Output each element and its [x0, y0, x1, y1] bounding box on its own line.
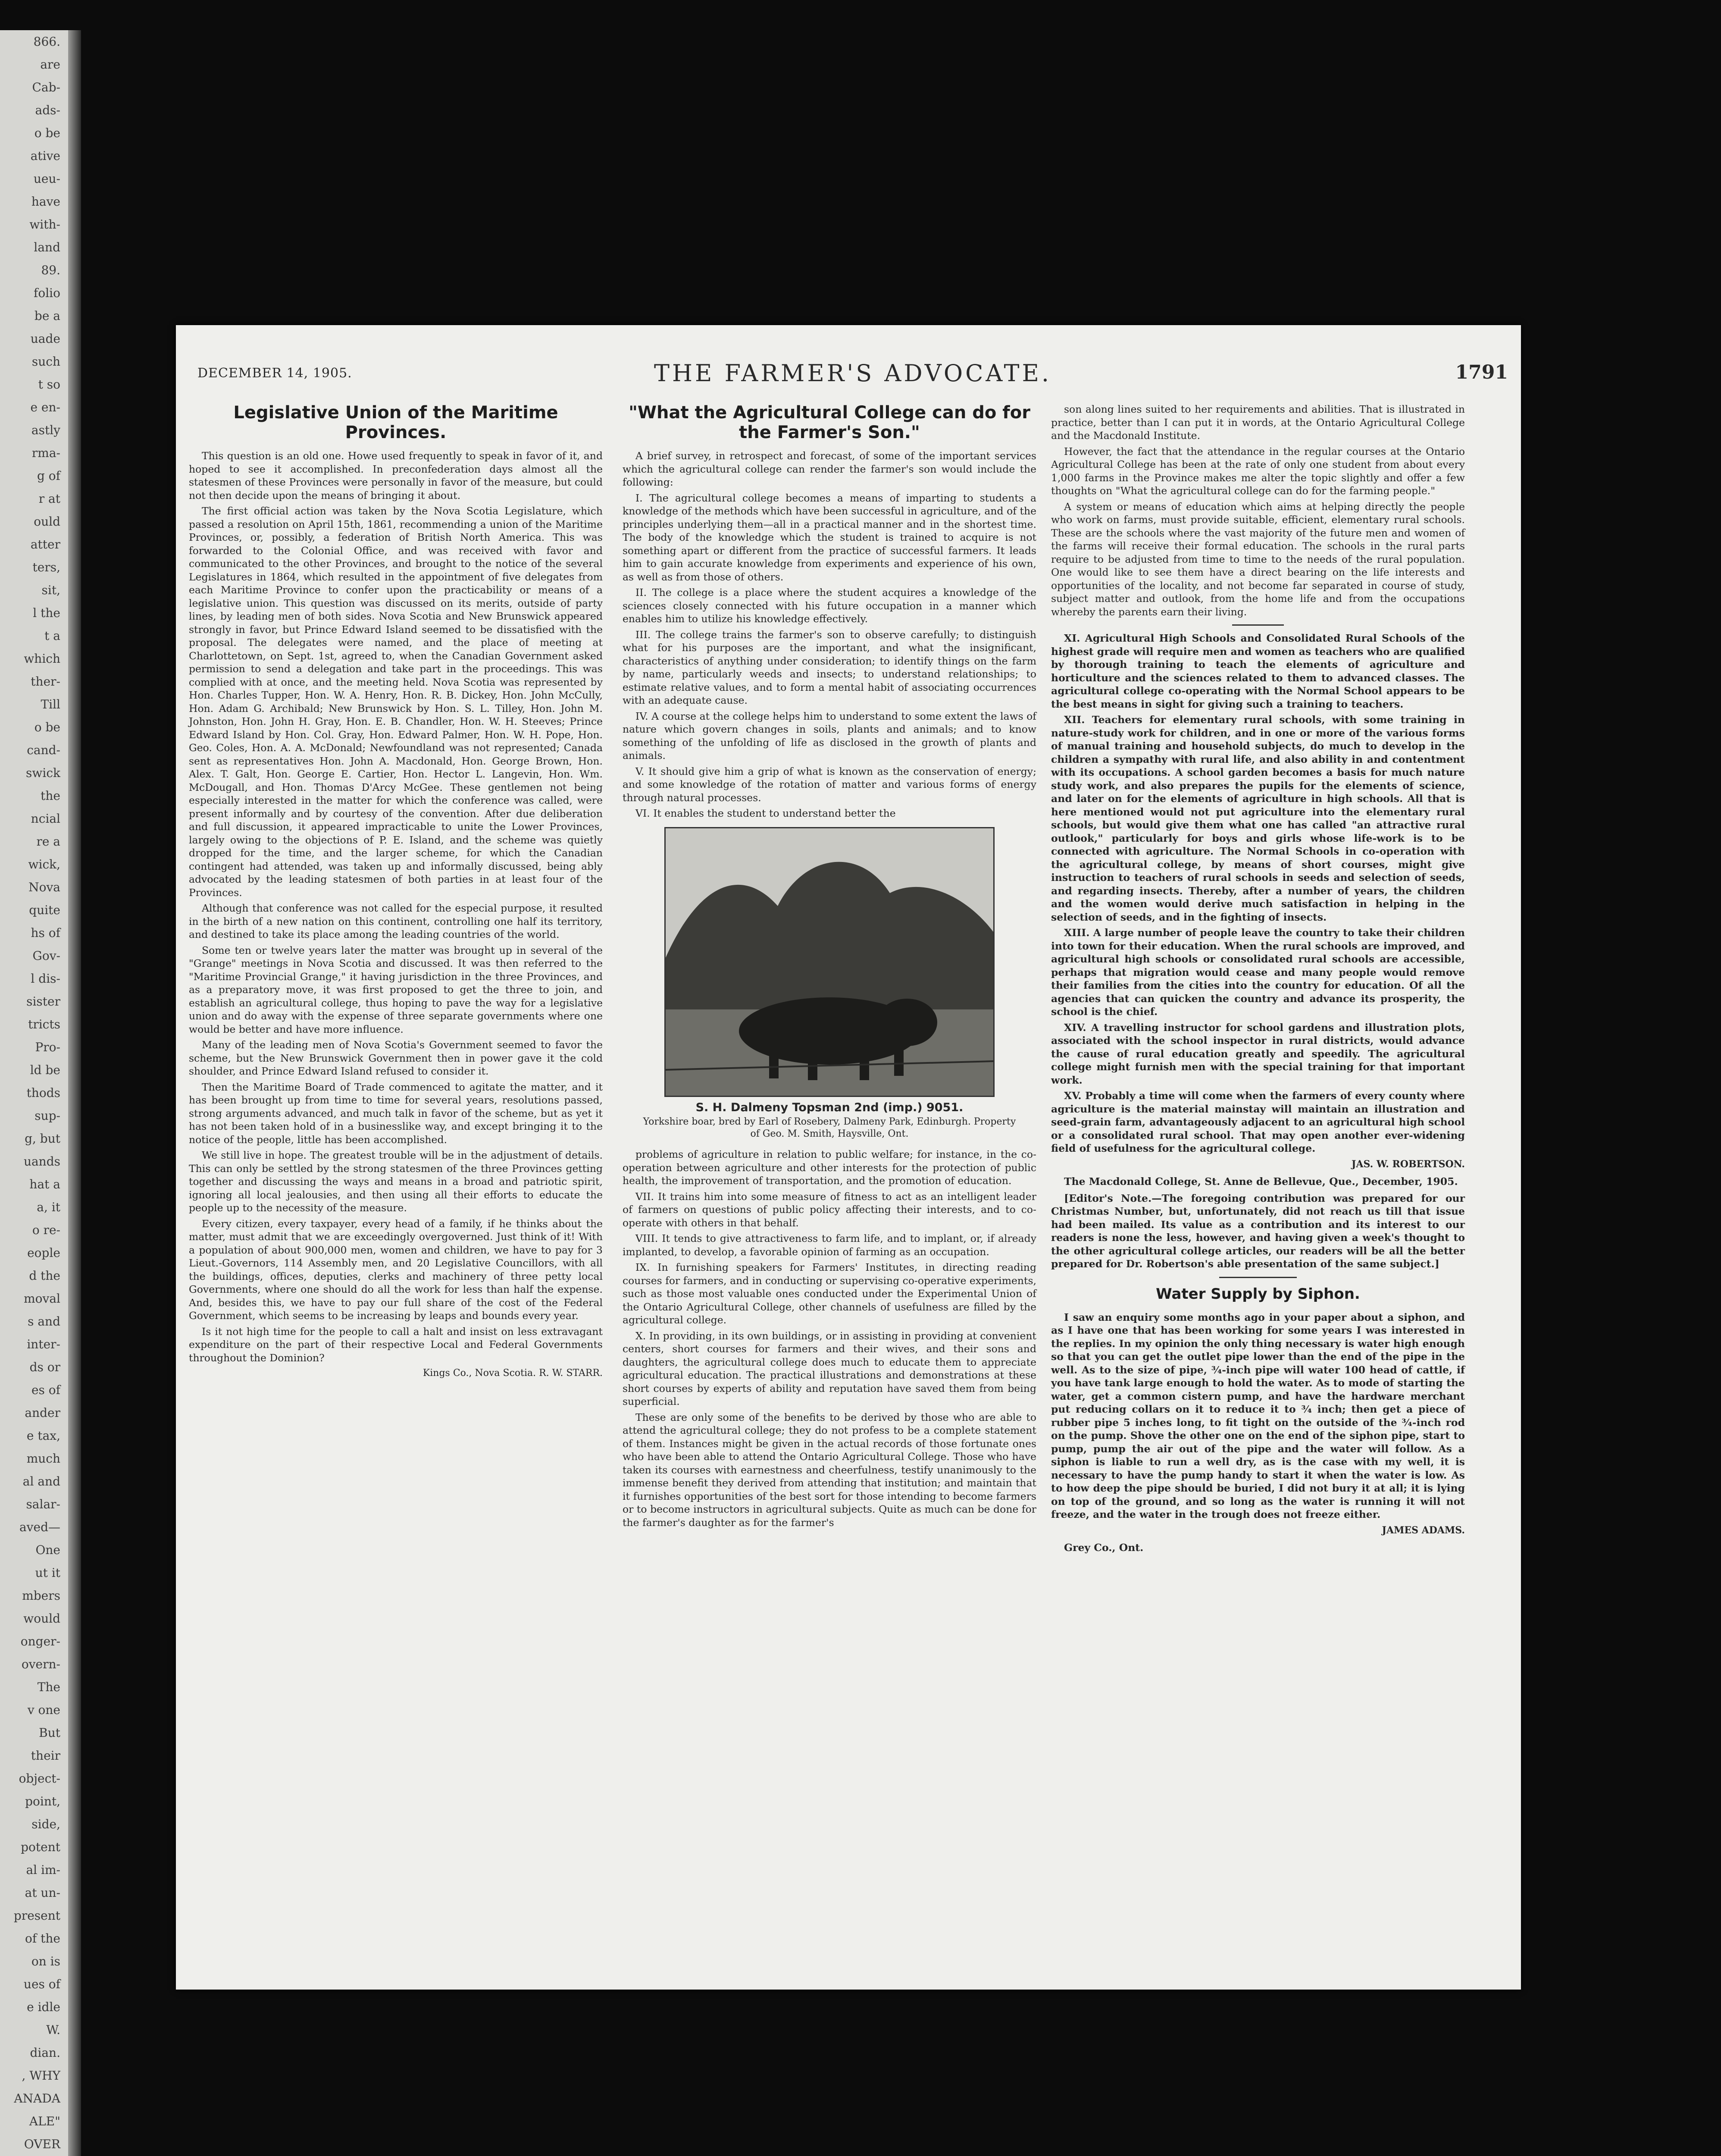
facing-page-line: v one — [27, 1703, 60, 1717]
facing-page-line: salar- — [26, 1497, 60, 1511]
facing-page-line: Cab- — [32, 80, 60, 94]
facing-page-line: rma- — [31, 446, 60, 460]
facing-page-line: such — [31, 354, 60, 369]
paragraph: VIII. It tends to give attractiveness to farm life, and to implant, or, if already implanted, to develop, a favorable opinion of farming as an occupation. — [623, 1232, 1036, 1258]
facing-page-line: much — [26, 1451, 60, 1466]
paragraph: IV. A course at the college helps him to understand to some extent the laws of nature which govern changes in soils, plants and animals; and to know something of the unfolding of life as disclosed in the growth of plants and animals. — [623, 710, 1036, 761]
facing-page-line: Till — [41, 697, 60, 711]
paragraph: VI. It enables the student to understand better the — [635, 807, 896, 819]
facing-page-line: at un- — [25, 1886, 60, 1900]
paragraph: XIV. A travelling instructor for school gardens and illustration plots, associated with the school inspector in rural districts, would advance the cause of rural education greatly and speedily. The agricultural college might furnish men with the special training for that important work. — [1051, 1021, 1465, 1086]
facing-page-line: al and — [22, 1474, 60, 1489]
facing-page-line: ANADA — [14, 2091, 60, 2106]
facing-page-line: moval — [24, 1291, 60, 1306]
facing-page-line: Gov- — [32, 949, 60, 963]
facing-page-line: atter — [30, 537, 60, 552]
facing-page-line: ative — [30, 149, 60, 163]
facing-page-line: t a — [44, 629, 60, 643]
facing-page-line: be a — [34, 309, 60, 323]
facing-page-line: folio — [34, 286, 60, 300]
facing-page-line: o re- — [32, 1223, 60, 1237]
article-headline-college: "What the Agricultural College can do for the Farmer's Son." — [629, 403, 1030, 442]
facing-page-line: tricts — [28, 1017, 60, 1031]
facing-page-line: a, it — [37, 1200, 60, 1214]
paragraph: IX. In furnishing speakers for Farmers' Institutes, in directing reading courses for farmers, and in conducting or supervising co-operative experiments, such as those most valuable ones conducted under the Experimental Union of the Ontario Agricultural College, other channels of usefulness are filled by the agricultural college. — [623, 1261, 1036, 1326]
facing-page-line: g, but — [25, 1131, 60, 1146]
facing-page-line: e idle — [27, 2000, 60, 2014]
paragraph: VII. It trains him into some measure of fitness to act as an intelligent leader of farmers on questions of public policy affecting their interests, and to co-operate with others in that behalf. — [623, 1190, 1036, 1229]
facing-page-line: dian. — [30, 2046, 60, 2060]
paragraph: V. It should give him a grip of what is known as the conservation of energy; and some knowledge of the rotation of matter and various forms of energy through natural processes. — [623, 765, 1036, 804]
facing-page-line: onger- — [20, 1634, 60, 1648]
column-2 — [623, 403, 1036, 1532]
facing-page-line: on is — [31, 1954, 60, 1968]
boar-photograph — [664, 827, 995, 1097]
facing-page-line: sup- — [34, 1109, 60, 1123]
facing-page-line: which — [24, 652, 60, 666]
facing-page-line: Pro- — [35, 1040, 60, 1054]
facing-page-line: uade — [30, 332, 60, 346]
article-headline-union: Legislative Union of the Maritime Provinces. — [233, 403, 558, 442]
paragraph: X. In providing, in its own buildings, or in assisting in providing at convenient centers, short courses for farmers and their wives, and their sons and daughters, the agricultural college does much to educate them to appreciate agricultural education. The practical illustrations and demonstrations at these short courses by experts of ability and reputation have saved them from being superficial. — [623, 1329, 1036, 1407]
facing-page-line: d the — [29, 1269, 60, 1283]
article-body-college-continued — [623, 1148, 1036, 1529]
page-number: 1791 — [1455, 361, 1508, 383]
facing-page-line: ould — [34, 514, 60, 529]
facing-page-line: wick, — [28, 857, 60, 871]
facing-page-line: ut it — [35, 1566, 60, 1580]
paragraph: problems of agriculture in relation to public welfare; for instance, in the co-operation between agriculture and other interests for the protection of public health, the improvement of transportation, and the promotion of education. — [623, 1148, 1036, 1187]
paragraph: Some ten or twelve years later the matter was brought up in several of the "Grange" meetings in Nova Scotia and discussed. It was then referred to the "Maritime Provincial Grange," it having jurisdiction in the three Provinces, and as a preparatory move, it was first proposed to get the three to join, and establish an agricultural college, thus hoping to pave the way for a legislative union and do away with the expense of three separate governments where one would be better and have more influence. — [189, 944, 603, 1035]
facing-page-line: ld be — [30, 1063, 60, 1077]
editor-note: [Editor's Note.—The foregoing contribution was prepared for our Christmas Number, but, unfortunately, did not reach us till that issue had been mailed. Its value as a contribution and its interest to our readers is none the less, however, and having given a week's thought to the other agricultural college articles, our readers will be all the better prepared for Dr. Robertson's able presentation of the same subject.] — [1051, 1192, 1465, 1270]
article-signature-starr: Kings Co., Nova Scotia. R. W. STARR. — [422, 1368, 603, 1379]
facing-page-line: of the — [25, 1931, 60, 1946]
paragraph: Every citizen, every taxpayer, every head of a family, if he thinks about the matter, must admit that we are exceedingly overgoverned. Just think of it! With a population of about 900,000 men, women and children, we have to pay for 3 Lieut.-Governors, 114 Assembly men, and 20 Legislative Councillors, with all the buildings, offices, deputies, clerks and machinery of three petty local Governments, where one should do all the work for less than half the expense. And, besides this, we have to pay our full share of the cost of the Federal Government, which seems to be increasing by leaps and bounds every year. — [189, 1217, 603, 1322]
facing-page-line: sit, — [41, 583, 60, 597]
article-place-siphon: Grey Co., Ont. — [1064, 1542, 1144, 1554]
facing-page-line: present — [13, 1908, 60, 1923]
facing-page-line: ncial — [31, 812, 60, 826]
facing-page-line: Nova — [28, 880, 60, 894]
paragraph: XI. Agricultural High Schools and Consolidated Rural Schools of the highest grade will require men and women as teachers who are qualified by thorough training to teach the elements of agriculture and horticulture and the sciences related to them to advanced classes. The agricultural college co-operating with the Normal School appears to be the best means in sight for giving such a training to teachers. — [1051, 632, 1465, 710]
facing-page-line: ues of — [23, 1977, 60, 1991]
publication-title: THE FARMER'S ADVOCATE. — [654, 360, 1052, 387]
facing-page-line: o be — [34, 720, 60, 734]
facing-page-line: 866. — [33, 34, 60, 49]
facing-page-line: have — [31, 194, 60, 209]
article-body-union — [189, 449, 603, 1364]
facing-page-line: ters, — [32, 560, 60, 574]
photo-caption-title: S. H. Dalmeny Topsman 2nd (imp.) 9051. — [695, 1100, 964, 1114]
facing-page-line: ads- — [35, 103, 60, 117]
paragraph: XIII. A large number of people leave the country to take their children into town for their education. When the rural schools are improved, and agricultural high schools or consolidated rural schools are accessible, perhaps that migration would cease and many people would remove their families from the cities into the country for education. Of all the agencies that can quicken the country and advance its prosperity, the school is the chief. — [1051, 927, 1465, 1018]
facing-page-line: re a — [36, 834, 60, 849]
paragraph: II. The college is a place where the student acquires a knowledge of the sciences closely connected with his future occupation in a manner which enables him to utilize his knowledge effectively. — [623, 586, 1036, 625]
facing-page-line: e en- — [30, 400, 60, 414]
facing-page-line: W. — [46, 2023, 60, 2037]
paragraph: A brief survey, in retrospect and forecast, of some of the important services which the agricultural college can render the farmer's son would include the following: — [623, 450, 1036, 488]
section-divider — [1232, 624, 1284, 626]
page-gutter — [68, 30, 81, 2156]
facing-page-line: side, — [31, 1817, 60, 1831]
facing-page-line: are — [40, 57, 60, 72]
facing-page-line: es of — [31, 1383, 60, 1397]
facing-page-line: t so — [38, 377, 60, 392]
facing-page-line: thods — [26, 1086, 60, 1100]
facing-page-line: The — [37, 1680, 60, 1694]
facing-page-line: 89. — [41, 263, 60, 277]
facing-page-line: But — [39, 1726, 60, 1740]
paragraph: son along lines suited to her requirements and abilities. That is illustrated in practice, better than I can put it in words, at the Ontario Agricultural College and the Macdonald Institute. — [1051, 403, 1465, 442]
facing-page-line: o be — [34, 126, 60, 140]
paragraph: These are only some of the benefits to be derived by those who are able to attend the agricultural college; they do not profess to be a complete statement of them. Instances might be given in the actual records of those fortunate ones who have been able to attend the Ontario Agricultural College. Those who have taken its courses with earnestness and cheerfulness, testify unanimously to the immense benefit they derived from attending that institution; and maintain that it furnishes opportunities of the best sort for those intending to become farmers or to become instructors in agricultural subjects. Quite as much can be done for the farmer's daughter as for the farmer's — [623, 1411, 1036, 1529]
paragraph: III. The college trains the farmer's son to observe carefully; to distinguish what for his purposes are the important, and what the insignificant, characteristics of anything under consideration; to identify things on the farm by name, particularly weeds and insects; to understand relationships; to estimate relative values, and to form a mental habit of associating occurrences with an adequate cause. — [623, 628, 1036, 706]
facing-page-line: hs of — [31, 926, 60, 940]
facing-page-line: cand- — [27, 743, 60, 757]
facing-page-line: ueu- — [33, 172, 60, 186]
paragraph: However, the fact that the attendance in the regular courses at the Ontario Agricultural College has been at the rate of only one student from about every 1,000 farms in the Province makes me alter the topic slightly and offer a few thoughts on "What the agricultural college can do for the farming people." — [1051, 445, 1465, 497]
paragraph: XV. Probably a time will come when the farmers of every county where agriculture is the material mainstay will maintain an illustration and seed-grain farm, advantageously adjacent to an agricultural high school or a consolidated rural school. That may open another ever-widening field of usefulness for the agricultural college. — [1051, 1090, 1465, 1154]
paragraph: Then the Maritime Board of Trade commenced to agitate the matter, and it has been brought up from time to time for several years, resolutions passed, strong arguments advanced, and much talk in favor of the scheme, but as yet it has not been taken hold of in a businesslike way, and except bringing it to the notice of the people, little has been accomplished. — [189, 1081, 603, 1146]
paragraph: Although that conference was not called for the especial purpose, it resulted in the birth of a new nation on this continent, controlling one half its territory, and destined to take its place among the leading countries of the world. — [189, 902, 603, 940]
column-3 — [1051, 403, 1465, 1554]
facing-page-line: hat a — [29, 1177, 60, 1191]
facing-page-line: r at — [38, 492, 60, 506]
article-signature-adams: JAMES ADAMS. — [1382, 1524, 1465, 1536]
facing-page-line: sister — [26, 994, 60, 1009]
facing-page-line: ander — [25, 1406, 60, 1420]
paragraph: XII. Teachers for elementary rural schools, with some training in nature-study work for children, and in one or more of the various forms of manual training and household subjects, do much to develop in the children a sympathy with rural life, and also ability in and contentment with its occupations. A school garden becomes a basis for much nature study work, and also prepares the pupils for the elements of science, and later on for the elements of agriculture in high schools. All that is here mentioned would not put agriculture into the elementary rural schools, but would give them what one has called "an attractive rural outlook," particularly for boys and girls whose life-work is to be connected with agriculture. The Normal Schools in co-operation with the agricultural college, by means of short courses, might give instruction to teachers of rural schools in seeds and selection of seeds, and regarding insects. Thereby, after a number of years, the children and the women would derive much satisfaction in helping in the selection of seeds, and in the fighting of insects. — [1051, 714, 1465, 923]
paragraph: This question is an old one. Howe used frequently to speak in favor of it, and hoped to see it accomplished. In preconfederation days almost all the statesmen of these Provinces were personally in favor of the measure, but could not then decide upon the means of bringing it about. — [189, 450, 603, 501]
facing-page-line: the — [41, 789, 60, 803]
article-body-college-col3 — [1051, 403, 1465, 618]
facing-page-line: , WHY — [22, 2068, 60, 2083]
facing-page-line: inter- — [27, 1337, 60, 1351]
paragraph: I. The agricultural college becomes a means of imparting to students a knowledge of the methods which have been successful in agriculture, and of the principles underlying them—all in a practical manner and in the shortest time. The body of the knowledge which the student is trained to acquire is not something apart or different from the practice of successful farmers. It leads him to gain accurate knowledge from experiments and experience of his own, as well as from those of others. — [623, 492, 1036, 583]
facing-page-line: uands — [23, 1154, 60, 1169]
facing-page-line: land — [34, 240, 60, 254]
article-signature-robertson: JAS. W. ROBERTSON. — [1352, 1158, 1465, 1170]
facing-page-line: OVER — [24, 2137, 60, 2151]
facing-page-line: al im- — [26, 1863, 60, 1877]
facing-page-line: astly — [31, 423, 60, 437]
facing-page-line: mbers — [22, 1589, 60, 1603]
facing-page-line: potent — [21, 1840, 60, 1854]
facing-page-sliver — [0, 30, 68, 2156]
facing-page-line: ther- — [31, 674, 60, 689]
facing-page-line: point, — [25, 1794, 60, 1808]
newspaper-page — [176, 325, 1521, 1990]
paragraph: Is it not high time for the people to call a halt and insist on less extravagant expenditure on the part of their respective Local and Federal Governments throughout the Dominion? — [189, 1325, 603, 1364]
facing-page-line: s and — [28, 1314, 60, 1329]
facing-page-line: overn- — [21, 1657, 60, 1671]
facing-page-line: swick — [26, 766, 60, 780]
facing-page-line: quite — [29, 903, 60, 917]
article-body-college-numbered — [1051, 632, 1465, 1155]
facing-page-line: ds or — [29, 1360, 60, 1374]
masthead — [197, 360, 1508, 390]
facing-page-line: g of — [37, 469, 60, 483]
facing-page-line: aved— — [19, 1520, 60, 1534]
facing-page-line: their — [31, 1749, 60, 1763]
paragraph: A system or means of education which aims at helping directly the people who work on farms, must provide suitable, efficient, elementary rural schools. These are the schools where the vast majority of the future men and women of the farms will receive their formal education. The schools in the rural parts require to be adjusted from time to time to the needs of the rural population. One would like to see them have a direct bearing on the life interests and opportunities of the locality, and not become far separated in course of study, subject matter and outlook, from the home life and from the occupations whereby the parents earn their living. — [1051, 500, 1465, 618]
facing-page-line: object- — [19, 1771, 60, 1786]
photo-caption: Yorkshire boar, bred by Earl of Rosebery, Dalmeny Park, Edinburgh. Property of Geo. M. Smith, Haysville, Ont. — [643, 1116, 1016, 1139]
paragraph: We still live in hope. The greatest trouble will be in the adjustment of details. This can only be settled by the strong statesmen of the three Provinces getting together and discussing the ways and means in a broad and patriotic spirit, ignoring all local jealousies, and then using all their efforts to educate the people up to the necessity of the measure. — [189, 1149, 603, 1214]
article-body-siphon: I saw an enquiry some months ago in your paper about a siphon, and as I have one that has been working for some years I was interested in the replies. In my opinion the only thing necessary is water high enough so that you can get the outlet pipe lower than the end of the pipe in the well. As to the size of pipe, ¾-inch pipe will water 100 head of cattle, if you have tank large enough to hold the water. As to mode of starting the water, get a common cistern pump, and have the hardware merchant put reducing collars on it to reduce it to ¾ inch; then get a piece of rubber pipe 5 inches long, to fit tight on the outside of the ¾-inch rod on the pump. Shove the other one on the end of the siphon pipe, start to pump, pump the air out of the pipe and the water will follow. As a siphon is liable to run a well dry, as is the case with my well, it is necessary to have the pump handy to start it when the water is low. As to how deep the pipe should be buried, I did not bury it at all; it is lying on top of the ground, and so long as the water is running it will not freeze, and the water in the trough does not freeze either. — [1051, 1311, 1465, 1520]
facing-page-line: One — [35, 1543, 60, 1557]
issue-date: DECEMBER 14, 1905. — [197, 366, 352, 381]
facing-page-line: would — [23, 1611, 60, 1626]
paragraph: Many of the leading men of Nova Scotia's Government seemed to favor the scheme, but the New Brunswick Government then in power gave it the cold shoulder, and Prince Edward Island refused to consider it. — [189, 1039, 603, 1077]
article-place-date: The Macdonald College, St. Anne de Bellevue, Que., December, 1905. — [1064, 1175, 1458, 1188]
facing-page-line: l dis- — [31, 971, 60, 986]
column-1 — [189, 403, 603, 1385]
facing-page-line: with- — [29, 217, 60, 232]
facing-page-line: eople — [27, 1246, 60, 1260]
facing-page-line: ALE" — [29, 2114, 60, 2128]
facing-page-line: e tax, — [26, 1429, 60, 1443]
facing-page-line: l the — [33, 606, 60, 620]
paragraph: The first official action was taken by the Nova Scotia Legislature, which passed a resolution on April 15th, 1861, recommending a union of the Maritime Provinces, or, possibly, a federation of British North America. This was forwarded to the Colonial Office, and was received with favor and communicated to the other Provinces, and brought to the notice of the several Legislatures in 1864, which resulted in the appointment of five delegates from each Maritime Province to confer upon the practicability or means of a legislative union. This question was discussed on its merits, outside of party lines, by leading men of both sides. Nova Scotia and New Brunswick appeared strongly in favor, but Prince Edward Island seemed to be dissatisfied with the proposal. The delegates were named, and the place of meeting at Charlottetown, on Sept. 1st, agreed to, when the Canadian Government asked permission to send a delegation and take part in the proceedings. This was complied with at once, and the meeting held. Nova Scotia was represented by Hon. Charles Tupper, Hon. W. A. Henry, Hon. R. B. Dickey, Hon. John McCully, Hon. Adam G. Archibald; New Brunswick by Hon. S. L. Tilley, Hon. John M. Johnston, Hon. John H. Gray, Hon. E. B. Chandler, Hon. W. H. Steeves; Prince Edward Island by Hon. Col. Gray, Hon. Edward Palmer, Hon. W. H. Pope, Hon. Geo. Coles, Hon. A. A. McDonald; Newfoundland was not represented; Canada sent as representatives Hon. John A. Macdonald, Hon. George Brown, Hon. Alex. T. Galt, Hon. George E. Cartier, Hon. Hector L. Langevin, Hon. Wm. McDougall, and Hon. Thomas D'Arcy McGee. These gentlemen not being especially interested in the matter for which the conference was called, were present informally and by courtesy of the convention. After due deliberation and full discussion, it appeared impracticable to unite the Lower Provinces, largely owing to the objections of P. E. Island, and the scheme was quietly dropped for the time, and the larger scheme, for which the Canadian contingent had attended, was taken up and informally discussed, being ably advocated by the leading statesmen of both parties in at least four of the Provinces. — [189, 505, 603, 899]
article-body-college — [623, 449, 1036, 820]
article-headline-siphon: Water Supply by Siphon. — [1156, 1285, 1360, 1303]
section-divider-2 — [1219, 1277, 1297, 1278]
